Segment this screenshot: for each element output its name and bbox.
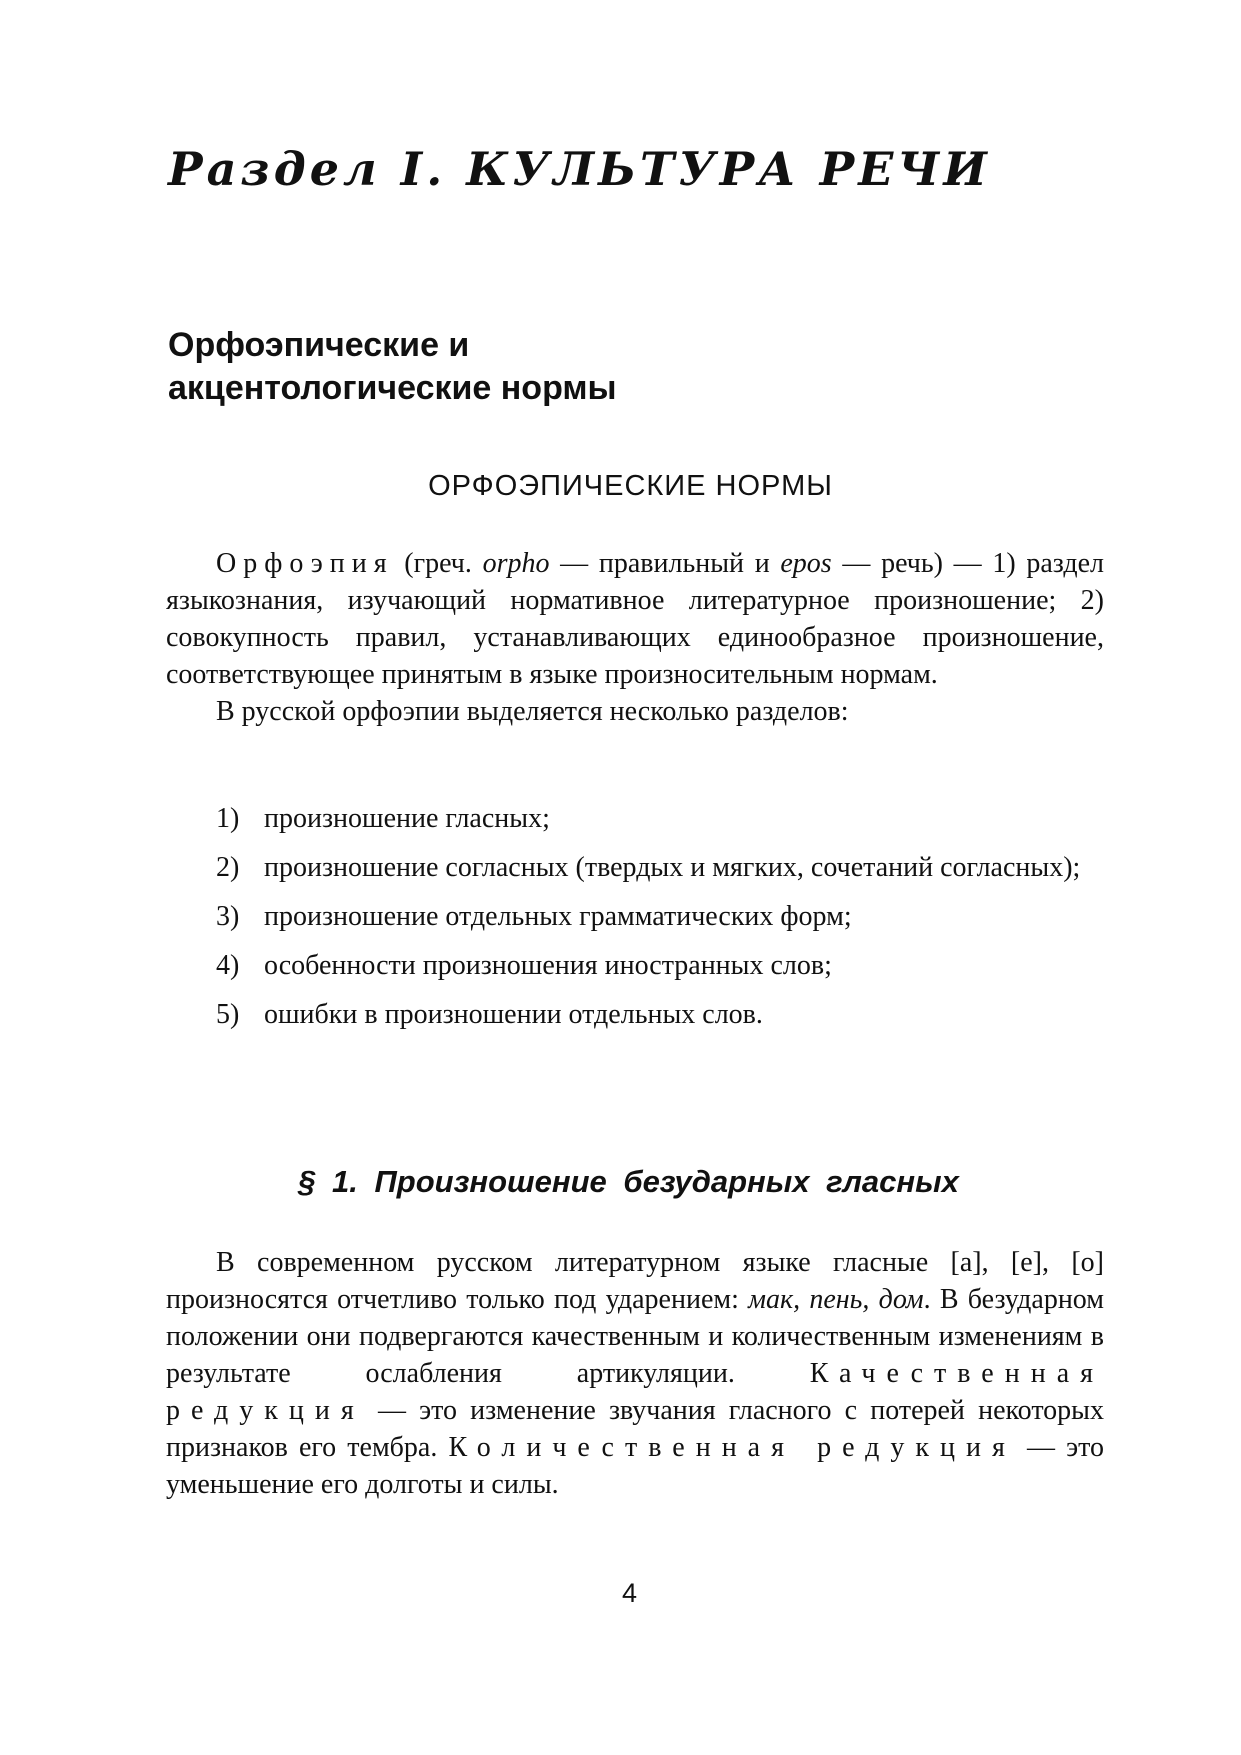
paragraph-text-2: . В безударном положении они подвергаются качественным и количественным изменениям в результате ослабления артикуляции. [166, 1284, 1104, 1389]
list-item-number: 4) [216, 950, 240, 981]
list-item [216, 849, 1104, 886]
list-item-text: произношение гласных; [264, 803, 550, 834]
paragraph-text-1: В современном русском литературном языке гласные [а], [е], [о] произносятся отчетливо только под ударением: [166, 1247, 1104, 1315]
greek-word-1: orpho [482, 548, 550, 579]
list-item-text: ошибки в произношении отдельных слов. [264, 999, 763, 1030]
term-quantitative-reduction: Количественная редукция [448, 1432, 1016, 1463]
list-item-number: 3) [216, 901, 240, 932]
paragraph-examples: мак, пень, дом [748, 1284, 924, 1315]
definition-paragraph [166, 545, 1104, 693]
definition-text-1: (греч. [393, 548, 483, 579]
list-item [216, 947, 1104, 984]
paragraph-text [166, 1244, 1104, 1503]
subsection-heading: ОРФОЭПИЧЕСКИЕ НОРМЫ [428, 470, 833, 502]
term-qualitative-reduction: Качественная редукция [166, 1358, 1104, 1426]
definition-term: Орфоэпия [216, 548, 394, 579]
sections-intro: В русской орфоэпии выделяется несколько разделов: [216, 696, 849, 727]
paragraph-heading: § 1. Произношение безударных гласных [298, 1164, 959, 1199]
paragraph-text-3: — это изменение звучания гласного с потерей некоторых признаков его тембра. [166, 1395, 1104, 1463]
list-item [216, 800, 1104, 837]
list-item-text: особенности произношения иностранных слов; [264, 950, 832, 981]
sections-list [216, 800, 1104, 1045]
paragraph-body [166, 1244, 1104, 1503]
page-number: 4 [621, 1578, 638, 1608]
list-item-text: произношение отдельных грамматических форм; [264, 901, 852, 932]
definition-text-3: — речь) — 1) раздел языкознания, изучающий нормативное литературное произношение; 2) совокупность правил, устанавливающих единообразное произношение, соответствующее принятым в языке произносительным нормам. [166, 548, 1105, 690]
list-item-number: 2) [216, 852, 240, 883]
chapter-heading-line-1: Орфоэпические и [168, 326, 470, 364]
definition-block [166, 545, 1104, 730]
chapter-heading-line-2: акцентологические нормы [168, 369, 617, 407]
greek-word-2: epos [780, 548, 832, 579]
definition-text-2: — правильный и [549, 548, 781, 579]
section-title: Раздел I. КУЛЬТУРА РЕЧИ [168, 142, 991, 196]
list-item-number: 1) [216, 803, 240, 834]
list-item-number: 5) [216, 999, 240, 1030]
paragraph-text-4: — это уменьшение его долготы и силы. [166, 1432, 1104, 1500]
list-item-text: произношение согласных (твердых и мягких, сочетаний согласных); [264, 852, 1081, 883]
list-item [216, 996, 1104, 1033]
list-item [216, 898, 1104, 935]
chapter-heading [168, 324, 868, 410]
